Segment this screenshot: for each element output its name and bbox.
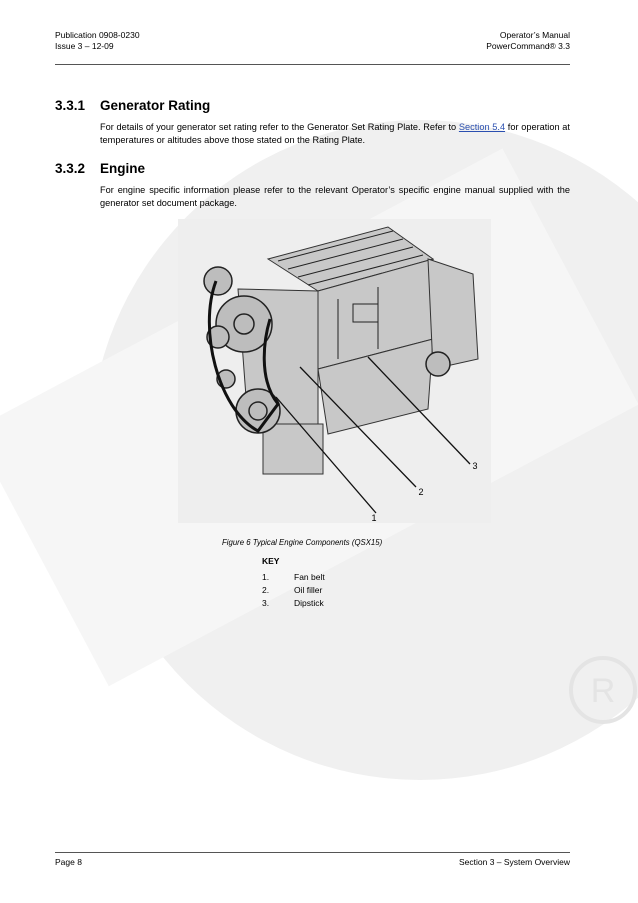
product-name: PowerCommand® 3.3 [486,41,570,51]
svg-text:R: R [590,672,616,710]
key-item-label: Dipstick [294,598,324,608]
section-number: 3.3.2 [55,161,86,176]
callout-2: 2 [418,487,424,497]
page-header-right [486,30,570,52]
header-rule [55,64,570,65]
issue-number: Issue 3 – 12-09 [55,41,114,51]
section-heading: Engine [100,161,146,176]
paragraph-text: for operation at temperatures or altitudes above those stated on the Rating Plate. [100,122,570,145]
section-paragraph [100,121,570,146]
callout-3: 3 [472,461,478,471]
section-heading: Generator Rating [100,98,211,113]
paragraph-text: For details of your generator set rating refer to the Generator Set Rating Plate. Refer to [100,122,459,132]
key-item-number: 2. [262,585,270,595]
section-paragraph: For engine specific information please refer to the relevant Operator’s specific engine manual supplied with the generator set document package. [100,185,570,208]
publication-number: Publication 0908-0230 [55,30,140,40]
key-heading: KEY [262,556,280,566]
key-item-label: Oil filler [294,585,323,595]
section-link[interactable]: Section 5.4 [458,122,506,132]
footer-section-title: Section 3 – System Overview [458,857,570,867]
callout-1: 1 [371,513,377,523]
key-item-number: 3. [262,598,270,608]
section-number: 3.3.1 [55,98,86,113]
key-item-number: 1. [262,572,270,582]
key-item-label: Fan belt [294,572,325,582]
engine-illustration [178,219,491,523]
footer-rule [55,852,570,853]
manual-title: Operator’s Manual [499,30,570,40]
page-number: Page 8 [55,857,82,867]
figure-caption: Figure 6 Typical Engine Components (QSX15) [222,538,383,547]
page-header-left [55,30,140,52]
